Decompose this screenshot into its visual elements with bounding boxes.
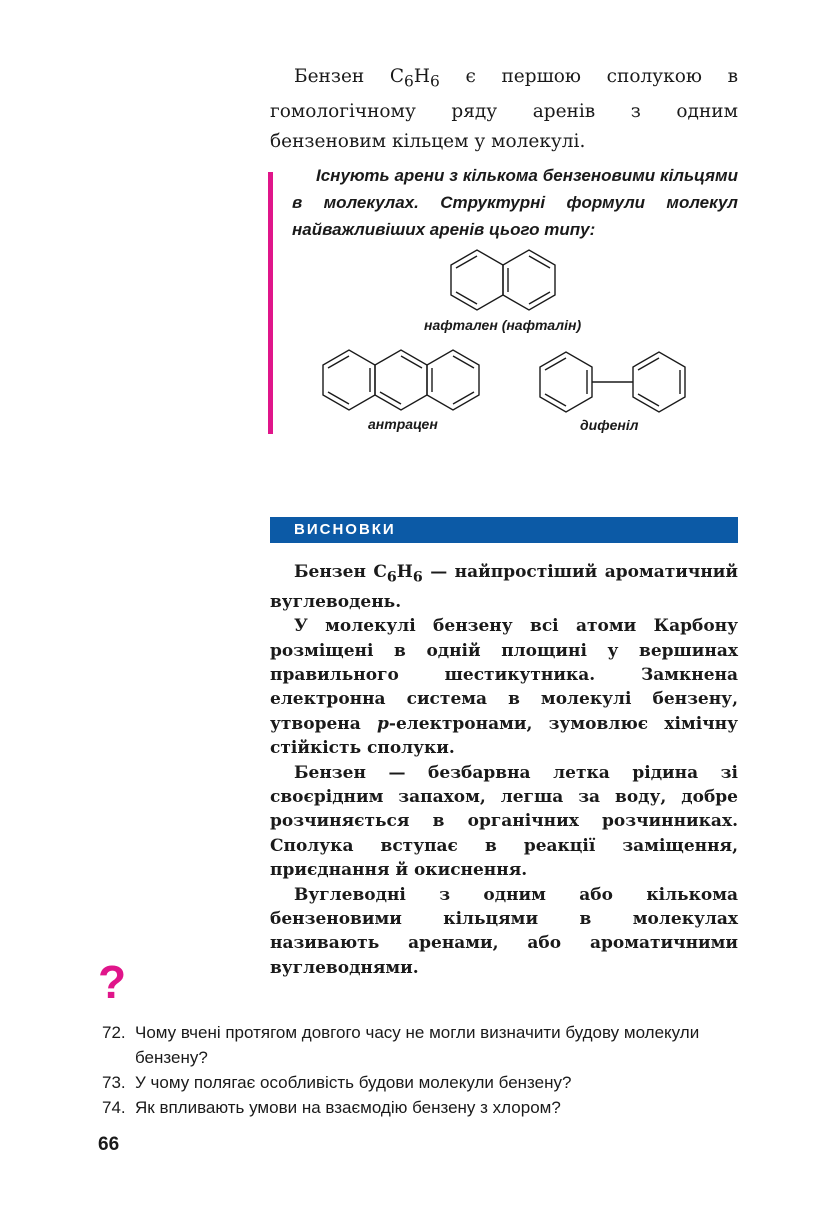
question-text: У чому полягає особливість будови молекули бензену? [135, 1073, 572, 1092]
conclusion-paragraph: Бензен — безбарвна летка рідина зі своєрідним запахом, легша за воду, добре розчиняється в органічних розчинниках. Сполука вступає в реакції заміщення, приєднання й окиснення. [270, 762, 738, 881]
question-number: 72. [102, 1023, 126, 1042]
biphenyl-label: дифеніл [580, 417, 639, 433]
naphthalene-label: нафтален (нафталін) [424, 317, 582, 333]
naphthalene-structure [448, 248, 568, 318]
question-number: 73. [102, 1073, 126, 1092]
question-item [102, 1095, 742, 1120]
intro-paragraph: Бензен $C_6H_6$ є першою сполукою в гомологічному ряду аренів з одним бензеновим кільцем у молекулі. [270, 66, 738, 152]
questions-list [102, 1020, 742, 1120]
question-number: 74. [102, 1098, 126, 1117]
question-text: Як впливають умови на взаємодію бензену з хлором? [135, 1098, 561, 1117]
question-item [102, 1070, 742, 1095]
conclusions-body [270, 560, 738, 980]
anthracene-label: антрацен [368, 416, 438, 432]
question-text: Чому вчені протягом довгого часу не могли визначити будову молекули бензену? [135, 1023, 700, 1067]
page-number: 66 [98, 1134, 120, 1155]
conclusions-heading: ВИСНОВКИ [270, 517, 738, 543]
question-item [102, 1020, 742, 1070]
callout-accent-bar [268, 172, 273, 434]
conclusion-paragraph: Бензен $C_6H_6$ — найпростіший ароматичний вуглеводень. [270, 562, 739, 612]
conclusion-paragraph: Вуглеводні з одним або кількома бензеновими кільцями в молекулах називають аренами, або ароматичними вуглеводнями. [270, 884, 738, 978]
anthracene-structure [320, 348, 490, 418]
callout-text: Існують арени з кількома бензеновими кільцями в молекулах. Структурні формули молекул найважливіших аренів цього типу: [292, 166, 738, 239]
conclusion-paragraph: У молекулі бензену всі атоми Карбону розміщені в одній площині у вершинах правильного шестикутника. Замкнена електронна система в молекулі бензену, утворена p-електронами, зумовлює хімічну стійкість сполуки. [270, 616, 738, 759]
question-mark-icon: ? [98, 956, 127, 1008]
biphenyl-structure [538, 350, 708, 420]
